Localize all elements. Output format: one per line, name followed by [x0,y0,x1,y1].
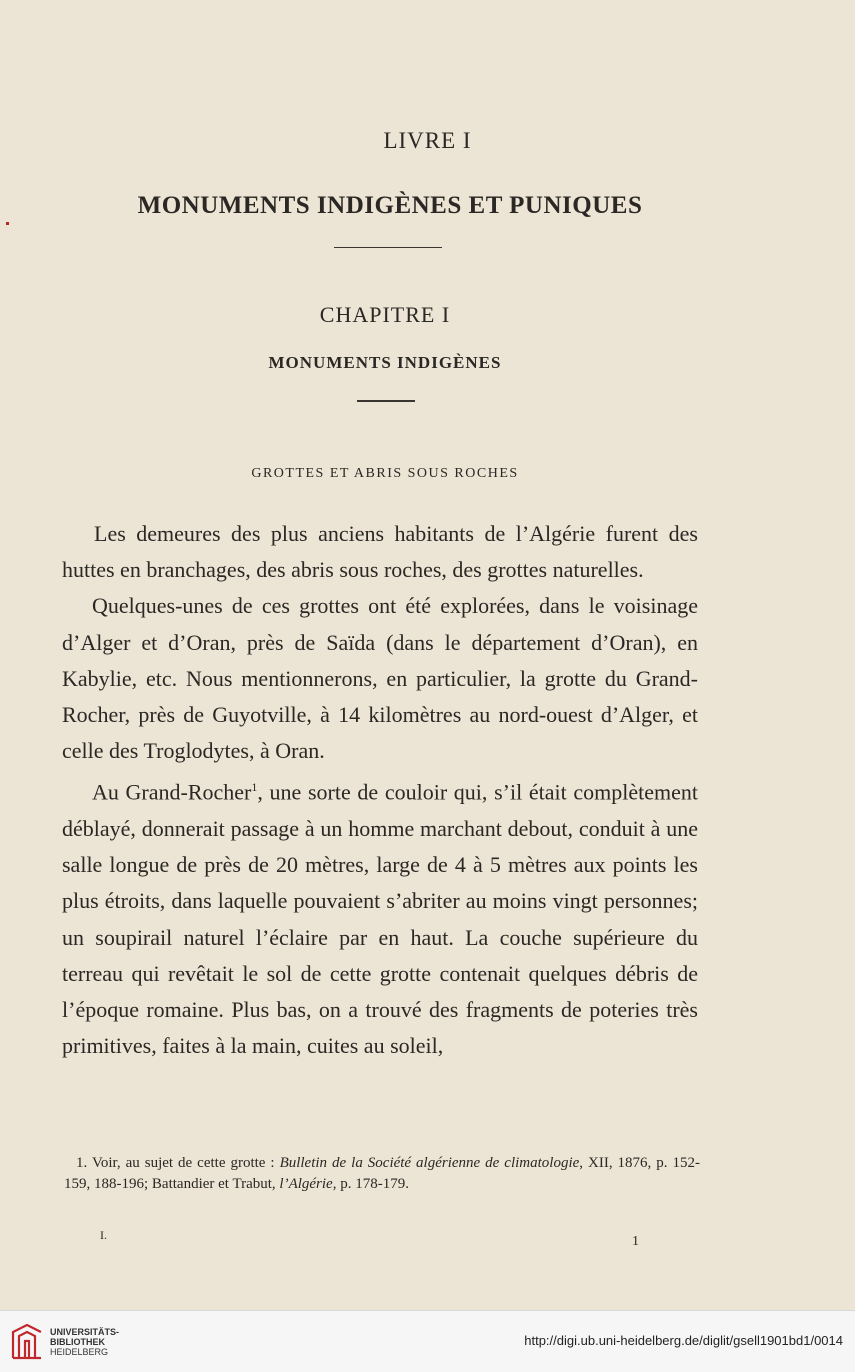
book-number: LIVRE I [383,128,472,153]
library-name [50,1327,119,1357]
signature-mark: I. [100,1228,107,1242]
footnote-reference: 1 [251,780,258,795]
footnote-mid: , XII, 1876, p. 152-159, 188-196; Battandier et Trabut, [64,1155,700,1192]
library-name-line-2: BIBLIOTHEK [50,1337,105,1347]
footnote-lead: 1. Voir, au sujet de cette grotte : [76,1155,280,1171]
paragraph-2: Quelques-unes de ces grottes ont été explorées, dans le voisinage d’Alger et d’Oran, près de Saïda (dans le département d’Oran), en Kabylie, etc. Nous mentionnerons, en particulier, la grotte du Grand-Rocher, près de Guyotville, à 14 kilomètres au nord-ouest d’Alger, et celle des Troglodytes, à Oran. [62,593,698,764]
library-name-line-3: HEIDELBERG [50,1347,109,1357]
chapter-number: CHAPITRE I [319,302,451,327]
page-number: 1 [632,1234,639,1249]
section-title: GROTTES ET ABRIS SOUS ROCHES [251,466,519,481]
permalink-url[interactable]: http://digi.ub.uni-heidelberg.de/diglit/gsell1901bd1/0014 [524,1333,843,1348]
footnote-tail: , p. 178-179. [332,1176,409,1192]
chapter-title: MONUMENTS INDIGÈNES [268,353,502,372]
margin-mark [6,222,9,225]
body-text [62,516,698,1064]
title-divider [334,247,442,248]
viewer-footer [0,1310,855,1372]
paragraph-1: Les demeures des plus anciens habitants de l’Algérie furent des huttes en branchages, des abris sous roches, des grottes naturelles. [62,521,698,583]
footnote-title-2: l’Algérie [279,1176,333,1192]
paragraph-3 [62,769,698,1064]
paragraph-3-rest: , une sorte de couloir qui, s’il était complètement déblayé, donnerait passage à un homme marchant debout, conduit à une salle longue de près de 20 mètres, large de 4 à 5 mètres aux points les plus étroits, dans laquelle pouvaient s’abriter au moins vingt personnes; un soupirail naturel l’éclaire par en haut. La couche supérieure du terreau qui revêtait le sol de cette grotte contenait quelques débris de l’époque romaine. Plus bas, on a trouvé des fragments de poteries très primitives, faites à la main, cuites au soleil, [62,779,698,1059]
paragraph-3-start: Au Grand-Rocher [92,779,252,805]
chapter-divider [357,400,415,402]
footnote-title-1: Bulletin de la Société algérienne de climatologie [279,1155,580,1171]
part-title: MONUMENTS INDIGÈNES ET PUNIQUES [137,192,643,219]
library-logo-icon[interactable] [10,1322,44,1360]
library-name-line-1: UNIVERSITÄTS- [50,1327,120,1337]
footnote [64,1153,700,1195]
